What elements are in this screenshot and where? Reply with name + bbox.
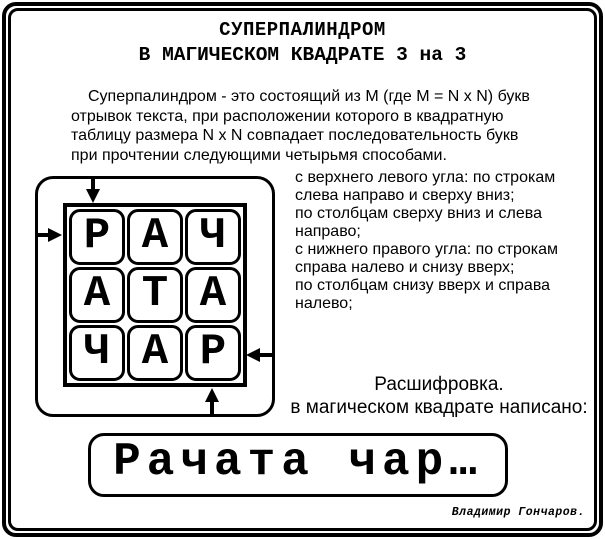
square-cell xyxy=(185,267,241,323)
author-signature: Владимир Гончаров. xyxy=(451,506,585,519)
square-cell xyxy=(127,267,183,323)
decoding-line-2: в магическом квадрате написано: xyxy=(290,396,588,418)
square-cell xyxy=(69,267,125,323)
square-cell xyxy=(69,325,125,381)
cell-letter: Р xyxy=(199,326,227,377)
decoding-heading xyxy=(283,374,595,419)
reading-methods-list xyxy=(295,169,595,313)
definition-line: отрывок текста, при расположении которого в квадратную xyxy=(71,107,504,125)
definition-line: при прочтении следующими четырьмя способами. xyxy=(71,146,447,164)
cell-letter: Р xyxy=(83,210,111,261)
magic-square-grid xyxy=(63,203,247,387)
reading-method-line: направо; xyxy=(295,223,361,240)
result-box xyxy=(88,433,508,497)
cell-letter: А xyxy=(141,210,169,261)
arrow-left-icon xyxy=(246,347,273,363)
reading-method-line: с нижнего правого угла: по строкам xyxy=(295,241,558,258)
arrow-down-icon xyxy=(85,176,101,203)
definition-line: таблицу размера N x N совпадает последовательность букв xyxy=(71,127,519,144)
reading-method-line: с верхнего левого угла: по строкам xyxy=(295,169,556,186)
square-cell xyxy=(127,209,183,265)
decoding-line-1: Расшифровка. xyxy=(374,374,504,395)
reading-method-line: слева направо и сверху вниз; xyxy=(295,187,515,204)
arrow-right-icon xyxy=(35,227,62,243)
square-cell xyxy=(185,325,241,381)
reading-method-line: по столбцам сверху вниз и слева xyxy=(295,205,542,222)
arrow-up-icon xyxy=(204,388,220,415)
definition-line: Суперпалиндром - это состоящий из М (где М = N x N) букв xyxy=(88,88,530,105)
cell-letter: Т xyxy=(141,268,169,319)
cell-letter: А xyxy=(141,326,169,377)
reading-method-line: справа налево и снизу вверх; xyxy=(295,259,515,276)
reading-method-line: по столбцам снизу вверх и справа xyxy=(295,277,551,294)
square-cell xyxy=(69,209,125,265)
cell-letter: А xyxy=(83,268,111,319)
result-text: Рачата чар… xyxy=(113,436,483,488)
definition-paragraph xyxy=(71,87,583,165)
title-line-1: СУПЕРПАЛИНДРОМ xyxy=(219,19,386,41)
reading-method-line: налево; xyxy=(295,295,353,312)
cell-letter: А xyxy=(199,268,227,319)
cell-letter: Ч xyxy=(83,326,111,377)
square-cell xyxy=(185,209,241,265)
square-cell xyxy=(127,325,183,381)
cell-letter: Ч xyxy=(199,210,227,261)
title-line-2: В МАГИЧЕСКОМ КВАДРАТЕ 3 на 3 xyxy=(138,44,467,66)
